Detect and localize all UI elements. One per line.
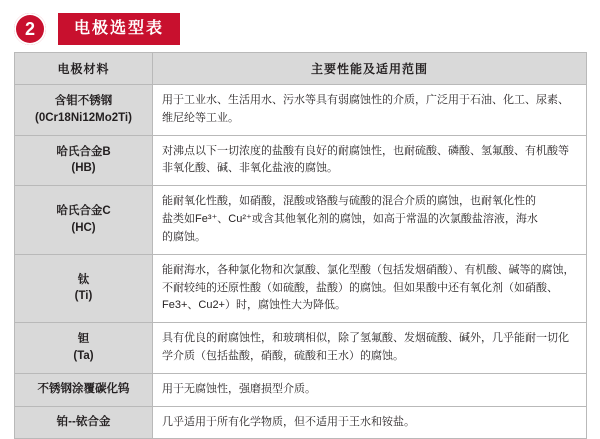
cell-material — [15, 135, 153, 186]
column-header-material: 电极材料 — [15, 53, 153, 85]
page-title: 电极选型表 — [58, 13, 180, 45]
cell-material — [15, 186, 153, 254]
cell-description: 用于无腐蚀性，强磨损型介质。 — [153, 373, 587, 406]
cell-material — [15, 406, 153, 439]
cell-description — [153, 186, 587, 254]
table-header-row — [15, 53, 587, 85]
cell-description: 能耐海水，各种氯化物和次氯酸、氯化型酸（包括发烟硝酸）、有机酸、碱等的腐蚀，不耐较纯的还原性酸（如硫酸，盐酸）的腐蚀。但如果酸中还有氧化剂（如硝酸、Fe3+、Cu2+）时，腐蚀性大为降低。 — [153, 254, 587, 322]
column-header-description: 主要性能及适用范围 — [153, 53, 587, 85]
material-name-line2: (Ti) — [74, 290, 93, 303]
table-container — [0, 46, 600, 439]
cell-description: 用于工业水、生活用水、污水等具有弱腐蚀性的介质，广泛用于石油、化工、尿素、维尼纶等工业。 — [153, 85, 587, 136]
table-row — [15, 406, 587, 439]
table-row — [15, 135, 587, 186]
material-name-line2: (HB) — [71, 162, 96, 175]
page-header — [0, 0, 600, 46]
description-line: 的腐蚀。 — [162, 230, 206, 243]
table-header — [15, 53, 587, 85]
cell-description: 几乎适用于所有化学物质，但不适用于王水和铵盐。 — [153, 406, 587, 439]
material-name-line1: 钽 — [77, 333, 90, 346]
cell-material — [15, 254, 153, 322]
material-name-line2: (0Cr18Ni12Mo2Ti) — [35, 111, 132, 124]
material-name-line2: (Ta) — [73, 349, 94, 362]
material-name-line1: 不锈钢涂覆碳化钨 — [37, 383, 130, 396]
material-name-line1: 哈氏合金B — [56, 145, 111, 158]
cell-description: 对沸点以下一切浓度的盐酸有良好的耐腐蚀性，也耐硫酸、磷酸、氢氟酸、有机酸等非氧化酸、碱、非氧化盐液的腐蚀。 — [153, 135, 587, 186]
description-line: 盐类如Fe³⁺、Cu²⁺或含其他氧化剂的腐蚀，如高于常温的次氯酸盐溶液，海水 — [162, 213, 538, 226]
table-row — [15, 186, 587, 254]
table-row — [15, 254, 587, 322]
table-row — [15, 85, 587, 136]
material-name-line1: 含钼不锈钢 — [54, 95, 113, 108]
description-line: 能耐氧化性酸，如硝酸，混酸或铬酸与硫酸的混合介质的腐蚀，也耐氧化性的 — [162, 195, 536, 208]
table-row — [15, 323, 587, 374]
table-body — [15, 85, 587, 439]
cell-material — [15, 323, 153, 374]
cell-material — [15, 373, 153, 406]
section-number-badge: 2 — [14, 13, 46, 45]
cell-material — [15, 85, 153, 136]
material-name-line1: 铂--铱合金 — [56, 416, 111, 429]
material-name-line1: 哈氏合金C — [56, 205, 111, 218]
cell-description: 具有优良的耐腐蚀性，和玻璃相似，除了氢氟酸、发烟硫酸、碱外，几乎能耐一切化学介质（包括盐酸，硝酸，硫酸和王水）的腐蚀。 — [153, 323, 587, 374]
table-row — [15, 373, 587, 406]
electrode-selection-table — [14, 52, 587, 439]
material-name-line1: 钛 — [77, 273, 90, 286]
material-name-line2: (HC) — [71, 221, 96, 234]
